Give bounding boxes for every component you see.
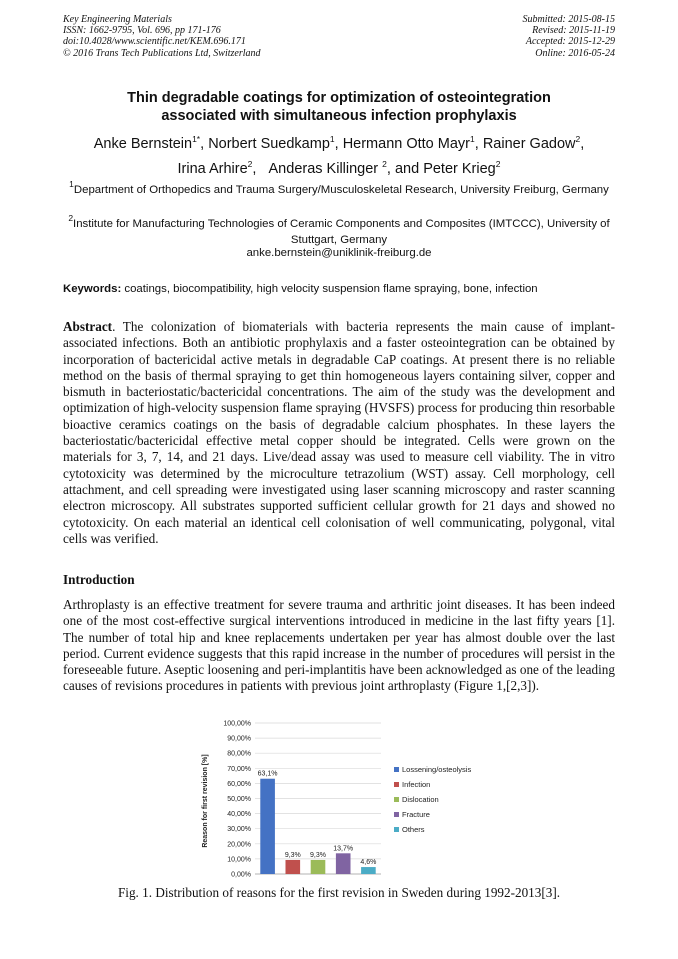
affiliation-1 <box>63 177 615 199</box>
chart-bar-labels <box>258 771 377 866</box>
legend-label: Dislocation <box>402 795 439 804</box>
author-separator: , <box>580 136 585 152</box>
affiliation-sup: 1 <box>69 179 74 189</box>
author-name: Hermann Otto Mayr <box>342 136 471 152</box>
affiliation-sup: 2 <box>68 213 74 223</box>
dates-info <box>523 14 616 59</box>
chart-legend <box>394 765 471 834</box>
chart-y-tick-label: 60,00% <box>227 780 251 788</box>
copyright: © 2016 Trans Tech Publications Ltd, Switzerland <box>63 47 261 59</box>
author-separator: , <box>252 161 261 177</box>
author-name: Rainer Gadow <box>482 136 576 152</box>
chart-bar <box>336 853 351 874</box>
affiliation-2 <box>63 211 615 248</box>
legend-swatch <box>394 812 399 817</box>
journal-name: Key Engineering Materials <box>63 14 172 25</box>
revised-date: Revised: 2015-11-19 <box>532 25 615 37</box>
chart-y-tick-label: 90,00% <box>227 735 251 743</box>
paper-title <box>63 89 615 125</box>
chart-y-tick-label: 50,00% <box>227 796 251 803</box>
legend-swatch <box>394 827 399 832</box>
author-name: Anderas Killinger <box>268 161 383 177</box>
doi: doi:10.4028/www.scientific.net/KEM.696.171 <box>63 36 246 48</box>
chart-data-label: 4,6% <box>360 859 377 867</box>
author-separator: , <box>200 136 209 152</box>
chart-y-tick-label: 100,00% <box>223 720 251 728</box>
author-line-1 <box>63 129 615 154</box>
intro-heading: Introduction <box>63 572 135 587</box>
chart-bar <box>361 867 376 874</box>
author-affil-sup: 2 <box>382 159 387 169</box>
keywords <box>63 283 615 295</box>
chart-y-tick-label: 70,00% <box>227 765 251 773</box>
contact-email[interactable]: anke.bernstein@uniklinik-freiburg.de <box>246 247 432 259</box>
author-separator: , <box>474 136 483 152</box>
issn: ISSN: 1662-9795, Vol. 696, pp 171-176 <box>63 25 221 37</box>
submitted-date: Submitted: 2015-08-15 <box>522 14 615 25</box>
chart-data-label: 63,1% <box>257 770 278 778</box>
chart-y-tick-label: 0,00% <box>231 871 251 879</box>
chart-y-tick-label: 80,00% <box>227 750 251 758</box>
author-name: Norbert Suedkamp <box>208 136 330 152</box>
chart-data-label: 9,3% <box>310 851 326 859</box>
author-line-2 <box>63 154 615 179</box>
chart-bar <box>285 860 300 874</box>
keywords-label: Keywords: <box>63 283 122 295</box>
affiliation-text: Department of Orthopedics and Trauma Surgery/Musculoskeletal Research, University Freiburg, Germany <box>73 184 609 196</box>
abstract-text: . The colonization of biomaterials with bacteria represents the main cause of implant-associated infections. Both an antibiotic prophylaxis and a faster osteointegration can be obtained by incorporation of bactericidal active metals in degradable CaP coatings. At present there is no reliable method on the basis of thermal spraying to get thin homogeneous layers containing silver, copper and bismuth in bacteriostatic/bactericidal concentrations. The aim of the study was the development and optimization of high-velocity suspension flame spraying (HVSFS) process for producing thin resorbable bioactive ceramics coatings on the basis of degradable calcium phosphates. In these layers the bacteriostatic/bactericidal effective metal copper should be integrated. Cells were grown on the materials for 3, 7, 14, and 21 days. Live/dead assay was used to measure cell viability. The in vitro cytotoxicity was determined by the microculture tetrazolium (WST) assay. Cell morphology, cell attachment, and cell spreading were investigated using laser scanning microscopy and raster scanning electron microscopy. All substrates supported sufficient cellular growth for 21 days and showed no cytotoxicity. On each material an identical cell colonisation of well communicating, polygonal, vital cells was verified. <box>63 319 615 546</box>
author-affil-sup: 2 <box>575 134 581 144</box>
abstract-label: Abstract <box>63 319 113 334</box>
legend-swatch <box>394 767 399 772</box>
author-name: Peter Krieg <box>423 161 496 177</box>
figure-caption: Fig. 1. Distribution of reasons for the first revision in Sweden during 1992-2013[3]. <box>117 885 561 900</box>
chart-y-tick-label: 10,00% <box>227 856 251 864</box>
author-name: Anke Bernstein <box>93 136 193 152</box>
author-separator: , <box>334 136 343 152</box>
chart-y-ticks <box>223 721 251 879</box>
chart-data-label: 9,3% <box>284 851 301 859</box>
author-separator: , and <box>386 161 424 177</box>
revision-reasons-chart <box>195 714 485 882</box>
author-affil-sup: 2 <box>495 159 501 169</box>
legend-label: Lossening/osteolysis <box>402 765 472 774</box>
keywords-text: coatings, biocompatibility, high velocity suspension flame spraying, bone, infection <box>121 283 538 295</box>
author-affil-sup: 2 <box>247 159 253 169</box>
chart-bars <box>260 779 375 874</box>
legend-swatch <box>394 797 399 802</box>
journal-info <box>63 14 261 59</box>
chart-bar <box>260 779 275 874</box>
chart-y-tick-label: 30,00% <box>227 826 251 834</box>
chart-bar <box>311 860 326 874</box>
legend-label: Infection <box>402 780 431 789</box>
intro-paragraph: Arthroplasty is an effective treatment for severe trauma and arthritic joint diseases. It has been indeed one of the most cost-effective surgical interventions introduced in medicine in the last fifty years [1]. The number of total hip and knee replacements undertaken per year has almost double over the last period. Current evidence suggests that this rapid increase in the number of procedures will persist in the foreseeable future. Aseptic loosening and peri-implantitis have been acknowledged as one of the leading causes of revisions procedures in patients with previous joint arthroplasty (Figure 1,[2,3]). <box>63 597 615 694</box>
title-line-2: associated with simultaneous infection prophylaxis <box>161 108 517 124</box>
author-list <box>63 129 615 179</box>
legend-label: Fracture <box>402 810 430 819</box>
author-affil-sup: 1 <box>470 134 475 144</box>
author-affil-sup: 1* <box>192 134 201 144</box>
abstract <box>63 319 615 547</box>
chart-data-label: 13,7% <box>333 845 354 853</box>
author-affil-sup: 1 <box>329 134 335 144</box>
affiliation-text: Institute for Manufacturing Technologies of Ceramic Components and Composites (IMTCCC), University of Stuttgart, Germany <box>73 218 610 246</box>
chart-y-tick-label: 40,00% <box>227 811 251 819</box>
online-date: Online: 2016-05-24 <box>535 47 615 59</box>
title-line-1: Thin degradable coatings for optimization of osteointegration <box>127 90 551 106</box>
accepted-date: Accepted: 2015-12-29 <box>525 36 615 48</box>
legend-swatch <box>394 782 399 787</box>
legend-label: Others <box>402 825 425 834</box>
author-name: Irina Arhire <box>177 161 248 177</box>
chart-y-axis-label: Reason for first revision [%] <box>202 754 209 848</box>
chart-y-tick-label: 20,00% <box>227 841 251 849</box>
